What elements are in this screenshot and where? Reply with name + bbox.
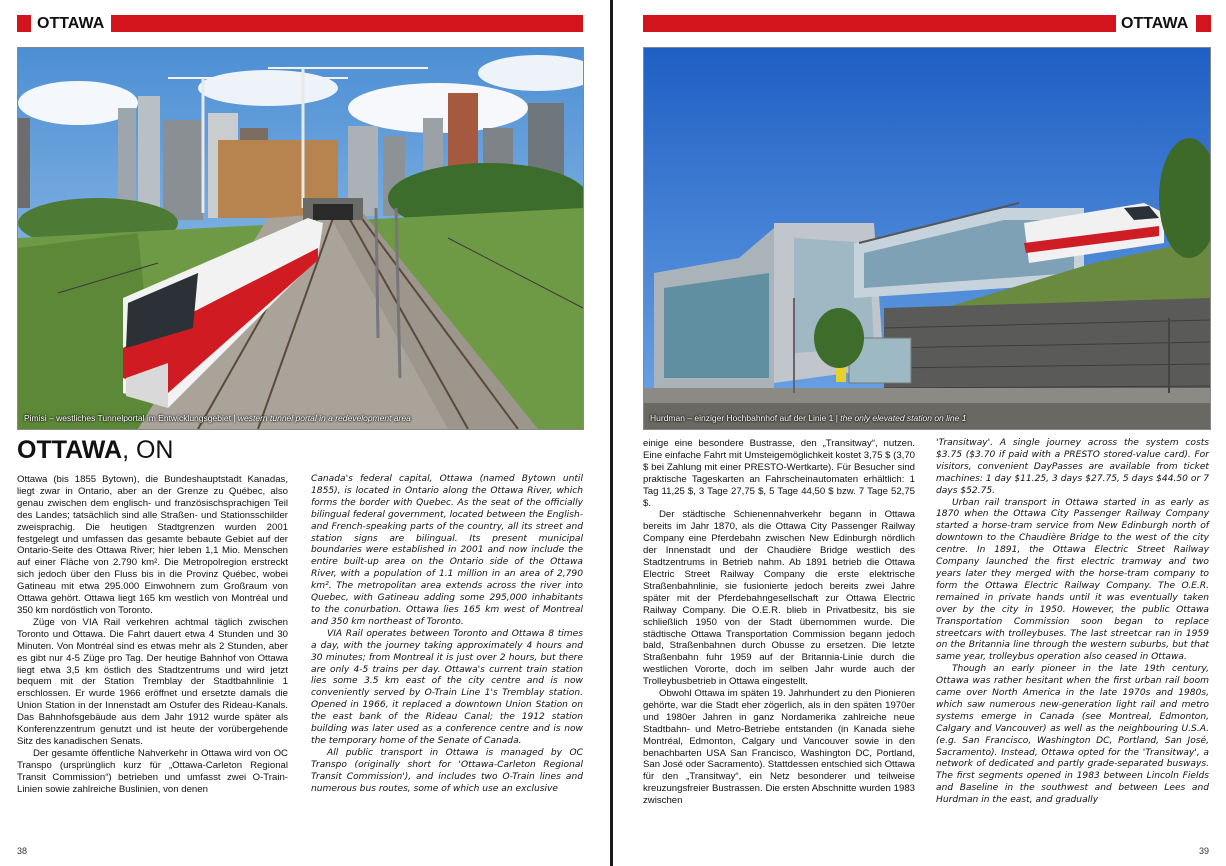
left-header-red-block [17, 15, 31, 32]
left-header-title: OTTAWA [37, 15, 105, 32]
article-title [17, 436, 173, 464]
left-header-red-bar [111, 15, 583, 32]
left-page [0, 0, 610, 866]
photo-pimisi-illustration [18, 48, 583, 429]
left-running-header [17, 15, 583, 32]
paragraph: Canada's federal capital, Ottawa (named Bytown until 1855), is located in Ontario along the Ottawa River, which forms the border with Quebec. As the seat of the officially bilingual federal government, located between the English- and French-speaking parts of the country, all its street and station signs are bilingual. Its present municipal boundaries were established in 2001 and now include the entire built-up area on the Ontario side of the Ottawa River, with a population of 1.1 million in an area of 2,790 km². The metropolitan area extends across the river into Quebec, with Gatineau adding some 295,000 inhabitants to the conurbation. Ottawa lies 165 km west of Montreal and 350 km northeast of Toronto. [311, 474, 583, 627]
right-header-red-block [1196, 15, 1211, 32]
page-number-right: 39 [1198, 846, 1209, 856]
column-3-german [643, 438, 915, 807]
column-2-english [311, 474, 583, 795]
right-header-title: OTTAWA [1121, 15, 1189, 32]
photo-hurdman-illustration [644, 48, 1210, 429]
photo-hurdman-station [643, 47, 1211, 430]
column-1-german [17, 474, 288, 795]
right-header-red-bar [643, 15, 1116, 32]
right-page [618, 0, 1226, 866]
photo-hurdman-caption-en: the only elevated station on line 1 [840, 413, 967, 423]
paragraph: 'Transitway'. A single journey across the system costs $3.75 ($3.70 if paid with a PRESTO stored-value card). For visitors, convenient DayPasses are available from ticket machines: 1 day $11.25, 3 days $27.75, 5 days $44.50 or 7 days $52.75. [936, 438, 1209, 496]
paragraph: Ottawa (bis 1855 Bytown), die Bundeshauptstadt Kanadas, liegt zwar in Ontario, aber an der Grenze zu Québec, also genau zwischen dem englisch- und französischsprachigen Teil des Landes; tatsächlich sind alle Straßen- und Stationsschilder zweisprachig. Die heutigen Stadtgrenzen wurden 2001 festgelegt und umfassen das gesamte bebaute Gebiet auf der Ontario-Seite des Ottawa River; hier leben 1,1 Mio. Menschen auf einer Fläche von 2.790 km². Die Metropolregion erstreckt sich jedoch über den Fluss bis in die Provinz Québec, wobei Gatineau mit etwa 295.000 Einwohnern zum Großraum von Ottawa gehört. Ottawa liegt 165 km westlich von Montréal und 350 km nordöstlich von Toronto. [17, 474, 288, 616]
photo-hurdman-caption-de: Hurdman – einziger Hochbahnhof auf der Linie 1 [650, 413, 834, 423]
paragraph: Though an early pioneer in the late 19th century, Ottawa was rather hesitant when the first urban rail boom came over North America in the late 1970s and 1980s, which saw numerous new-generation light rail and metro systems emerge in Canada (see Montreal, Edmonton, Calgary and Vancouver) as well as the neighbouring U.S.A. (e.g. San Francisco, Washington DC, Portland, San José, Sacramento). Instead, Ottawa opted for the 'Transitway', a network of dedicated and partly grade-separated busways. The first segments opened in 1983 between Lincoln Fields and Baseline in the southwest and between Lees and Hurdman in the east, and gradually [936, 664, 1209, 806]
book-spine [610, 0, 613, 866]
article-title-province: , ON [122, 436, 174, 464]
paragraph: Züge von VIA Rail verkehren achtmal täglich zwischen Toronto und Ottawa. Die Fahrt dauert etwa 4 Stunden und 30 Minuten. Von Montréal sind es etwas mehr als 2 Stunden, aber es gibt nur 4-5 Züge pro Tag. Der heutige Bahnhof von Ottawa liegt etwa 3,5 km östlich des Stadtzentrums und wird jetzt bequem mit der Station Tremblay der Stadtbahnlinie 1 erschlossen. Er wurde 1966 eröffnet und ersetzte damals die Union Station in der Innenstadt am Ostufer des Rideau-Kanals. Das Bahnhofsgebäude aus dem Jahr 1912 wurde später als Konferenzzentrum genutzt und ist heute der vorübergehende Sitz des kanadischen Senats. [17, 616, 288, 747]
right-running-header [643, 15, 1211, 32]
paragraph: Der gesamte öffentliche Nahverkehr in Ottawa wird von OC Transpo (ursprünglich kurz für „Ottawa-Carleton Regional Transit Commission“) betrieben und umfasst zwei O-Train-Linien sowie zahlreiche Buslinien, von denen [17, 747, 288, 795]
paragraph: einige eine besondere Bustrasse, den „Transitway“, nutzen. Eine einfache Fahrt mit Umsteigemöglichkeit kostet 3,75 $ (3,70 $ bei Zahlung mit einer PRESTO-Wertkarte). Für Besucher sind praktische Tageskarten an Fahrscheinautomaten erhältlich: 1 Tag 11,25 $, 3 Tage 27,75 $, 5 Tage 44,50 $ bzw. 7 Tage 52,75 $. [643, 438, 915, 509]
paragraph: All public transport in Ottawa is managed by OC Transpo (originally short for 'Ottawa-Carleton Regional Transit Commission'), and includes two O-Train lines and numerous bus routes, some of which use an exclusive [311, 747, 583, 794]
photo-pimisi-tunnel-portal [17, 47, 584, 430]
paragraph: Urban rail transport in Ottawa started in as early as 1870 when the Ottawa City Passenger Railway Company started a horse-tram service from New Edinburgh north of downtown to the Chaudière Bridge to the west of the city centre. In 1891, the Ottawa Electric Street Railway Company launched the first electric tramway and two years later they merged with the horse-tram company to form the Ottawa Electric Railway Company. The O.E.R. remained in private hands until it was eventually taken over by the city in 1950. However, the public Ottawa Transportation Commission soon began to replace streetcars with trolleybuses. The last streetcar ran in 1959 on the Britannia line through the western suburbs, but that same year, trolleybus operation also ceased in Ottawa. [936, 497, 1209, 663]
paragraph: Der städtische Schienennahverkehr begann in Ottawa bereits im Jahr 1870, als die Ottawa City Passenger Railway Company eine Pferdebahn zwischen New Edinburgh nördlich der Innenstadt und der Chaudière Bridge westlich des Stadtzentrums in Betrieb nahm. Ab 1891 betrieb die Ottawa Electric Street Railway Company die erste elektrische Straßenbahnlinie, sie fusionierte jedoch bereits zwei Jahre später mit der Pferdebahngesellschaft zur Ottawa Electric Railway Company. Die O.E.R. blieb in Privatbesitz, bis sie schließlich 1950 von der Stadt übernommen wurde. Die städtische Ottawa Transportation Commission begann jedoch bald, Straßenbahnen durch Obusse zu ersetzen. Die letzte Straßenbahn fuhr 1959 auf der Britannia-Linie durch die westlichen Vororte, doch im selben Jahr wurde auch der Trolleybusbetrieb in Ottawa eingestellt. [643, 509, 915, 688]
article-title-city: OTTAWA [17, 436, 123, 464]
column-4-english [936, 438, 1209, 807]
page-number-left: 38 [17, 846, 28, 856]
paragraph: VIA Rail operates between Toronto and Ottawa 8 times a day, with the journey taking approximately 4 hours and 30 minutes; from Montreal it is just over 2 hours, but there are only 4-5 trains per day. Ottawa's current train station lies some 3.5 km east of the city centre and is now conveniently served by O-Train Line 1's Tremblay station. Opened in 1966, it replaced a downtown Union Station on the east bank of the Rideau Canal; the 1912 station building was later used as a conference centre and is now the temporary home of the Senate of Canada. [311, 628, 583, 746]
photo-pimisi-caption-en: western tunnel portal in a redevelopment area [237, 413, 411, 423]
photo-pimisi-caption-de: Pimisi – westliches Tunnelportal im Entwicklungsgebiet [24, 413, 231, 423]
paragraph: Obwohl Ottawa im späten 19. Jahrhundert zu den Pionieren gehörte, war die Stadt eher zögerlich, als in den späten 1970er und 1980er Jahren in ganz Nordamerika zahlreiche neue Stadtbahn- und Metro-Betriebe entstanden (in Kanada siehe Montréal, Edmonton, Calgary und Vancouver sowie in den benachbarten USA San Francisco, Washington DC, Portland, San José oder Sacramento). Stattdessen entschied sich Ottawa für den „Transitway“, ein Netz besonderer und teilweise kreuzungsfreier Bustrassen. Die ersten Abschnitte wurden 1983 zwischen [643, 688, 915, 807]
photo-pimisi-caption: Pimisi – westliches Tunnelportal im Entwicklungsgebiet | western tunnel portal in a redevelopment area [24, 413, 411, 423]
photo-hurdman-caption: Hurdman – einziger Hochbahnhof auf der Linie 1 | the only elevated station on line 1 [650, 413, 967, 423]
